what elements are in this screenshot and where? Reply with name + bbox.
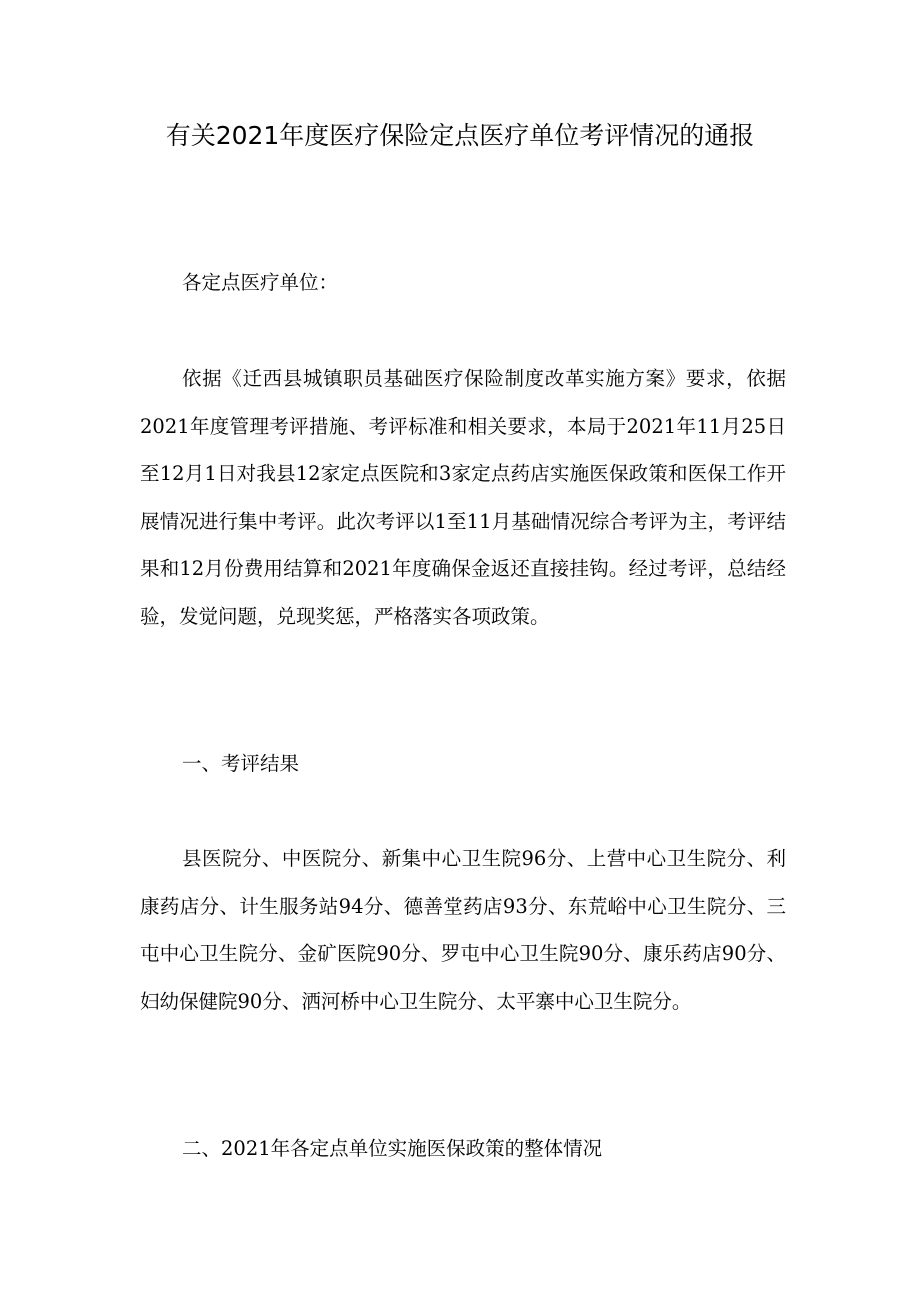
intro-paragraph: 依据《迁西县城镇职员基础医疗保险制度改革实施方案》要求，依据2021年度管理考评措施、考评标准和相关要求，本局于2021年11月25日至12月1日对我县12家定点医院和3家定点药店实施医保政策和医保工作开展情况进行集中考评。此次考评以1至11月基础情况综合考评为主，考评结果和12月份费用结算和2021年度确保金返还直接挂钩。经过考评，总结经验，发觉问题，兑现奖惩，严格落实各项政策。: [140, 367, 786, 628]
results-paragraph: 县医院分、中医院分、新集中心卫生院96分、上营中心卫生院分、利康药店分、计生服务站94分、德善堂药店93分、东荒峪中心卫生院分、三屯中心卫生院分、金矿医院90分、罗屯中心卫生院90分、康乐药店90分、妇幼保健院90分、洒河桥中心卫生院分、太平寨中心卫生院分。: [140, 847, 786, 1013]
section-heading-overall: 二、2021年各定点单位实施医保政策的整体情况: [182, 1137, 603, 1160]
salutation: 各定点医疗单位：: [182, 271, 339, 294]
document-title: 有关2021年度医疗保险定点医疗单位考评情况的通报: [165, 121, 755, 150]
section-heading-results: 一、考评结果: [182, 752, 300, 775]
